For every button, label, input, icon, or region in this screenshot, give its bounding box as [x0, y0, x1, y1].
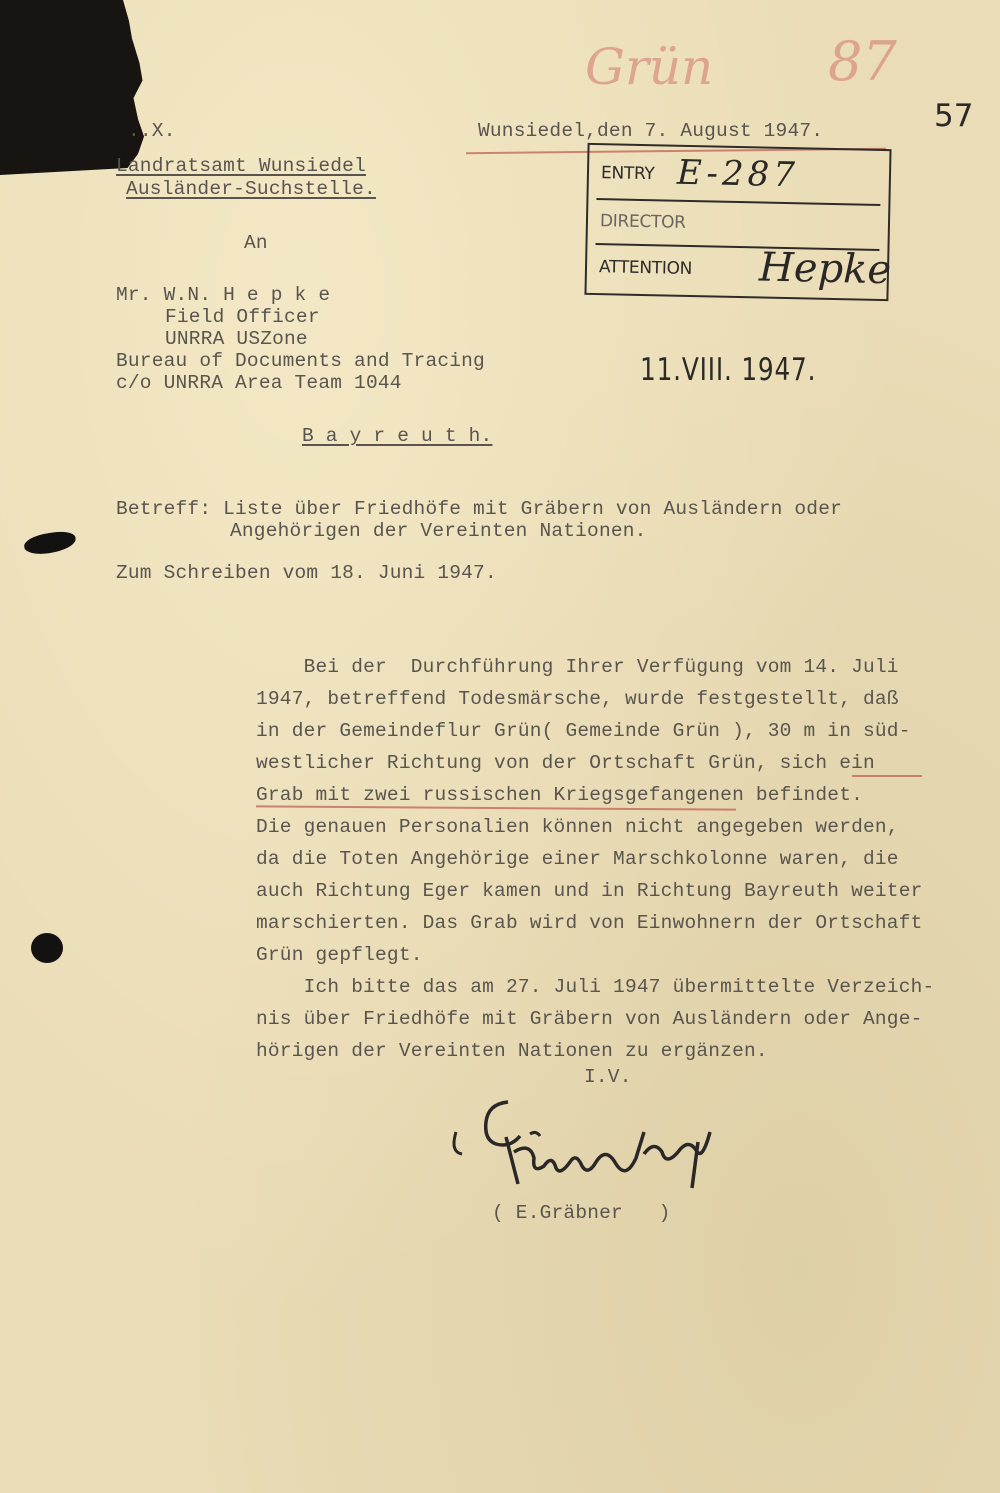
stamp-divider-1 — [596, 198, 880, 206]
red-underline-ein — [852, 775, 922, 777]
city-line: B a y r e u t h. — [302, 425, 493, 447]
iv-label: I.V. — [584, 1066, 632, 1088]
place-date: Wunsiedel,den 7. August 1947. — [478, 120, 824, 142]
stamp-attention-label: ATTENTION — [598, 257, 693, 280]
ink-blot — [23, 529, 77, 556]
red-handwritten-name: Grün — [585, 38, 714, 96]
sender-line-2: Ausländer-Suchstelle. — [126, 178, 376, 200]
body-line: Die genauen Personalien können nicht angegeben werden, — [256, 816, 899, 838]
stamp-entry-label: ENTRY — [600, 163, 655, 185]
red-underline-grab — [256, 805, 736, 810]
body-line: westlicher Richtung von der Ortschaft Grün, sich ein — [256, 752, 875, 774]
body-line: Bei der Durchführung Ihrer Verfügung vom 14. Juli — [256, 656, 899, 678]
body-line: da die Toten Angehörige einer Marschkolonne waren, die — [256, 848, 899, 870]
page-number: 57 — [934, 98, 974, 134]
received-date-stamp: 11.VIII. 1947. — [640, 352, 817, 388]
body-line: 1947, betreffend Todesmärsche, wurde festgestellt, daß — [256, 688, 899, 710]
red-handwritten-number: 87 — [828, 30, 897, 93]
body-line: auch Richtung Eger kamen und in Richtung Bayreuth weiter — [256, 880, 923, 902]
recipient-line-3: UNRRA USZone — [165, 328, 308, 350]
reference-mark: ..X. — [128, 120, 176, 142]
recipient-line-1: Mr. W.N. H e p k e — [116, 284, 331, 306]
entry-stamp — [584, 143, 891, 301]
subject-line-2: Angehörigen der Vereinten Nationen. — [230, 520, 647, 542]
torn-corner — [0, 0, 150, 175]
stamp-director-label: DIRECTOR — [599, 211, 686, 233]
to-label: An — [244, 232, 268, 254]
recipient-line-4: Bureau of Documents and Tracing — [116, 350, 485, 372]
body-line: hörigen der Vereinten Nationen zu ergänzen. — [256, 1040, 768, 1062]
stamp-attention-value: Hepke — [758, 244, 892, 294]
punch-hole — [31, 933, 63, 963]
stamp-entry-value: E-287 — [676, 152, 800, 196]
body-line: Grün gepflegt. — [256, 944, 423, 966]
subject-line-1: Betreff: Liste über Friedhöfe mit Gräbern von Ausländern oder — [116, 498, 843, 520]
recipient-line-5: c/o UNRRA Area Team 1044 — [116, 372, 402, 394]
body-line: Ich bitte das am 27. Juli 1947 übermittelte Verzeich- — [256, 976, 935, 998]
reference-line: Zum Schreiben vom 18. Juni 1947. — [116, 562, 497, 584]
signature-name: ( E.Gräbner ) — [492, 1202, 671, 1224]
body-line: nis über Friedhöfe mit Gräbern von Ausländern oder Ange- — [256, 1008, 923, 1030]
body-line: marschierten. Das Grab wird von Einwohnern der Ortschaft — [256, 912, 923, 934]
body-line: in der Gemeindeflur Grün( Gemeinde Grün ), 30 m in süd- — [256, 720, 911, 742]
sender-line-1: Landratsamt Wunsiedel — [116, 155, 366, 177]
recipient-line-2: Field Officer — [165, 306, 320, 328]
signature — [448, 1092, 718, 1192]
body-line: Grab mit zwei russischen Kriegsgefangenen befindet. — [256, 784, 863, 806]
